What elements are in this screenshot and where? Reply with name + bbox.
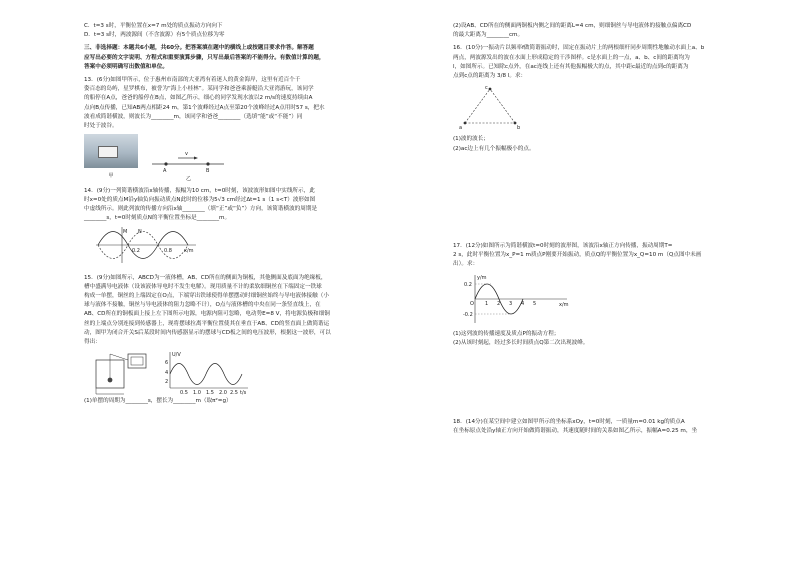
q15-y6: 6	[165, 360, 169, 367]
q17-tick: 4	[521, 301, 525, 308]
label-v: v	[185, 150, 188, 157]
section3-line3: 答案中必须明确写出数值和单位。	[84, 63, 168, 70]
q13-line5: 波看成简谐横波，则波长为________m，该同学和爸爸________（选填“能”或“不能”）同	[84, 113, 303, 120]
arrow-head-icon	[194, 156, 198, 159]
q14-wave-graph	[92, 225, 202, 265]
q16-label-a: a	[459, 125, 463, 132]
q17-y-neg: -0.2	[463, 312, 473, 319]
q14-unit: x/m	[184, 248, 194, 255]
answer-space	[453, 348, 753, 418]
q15-line1: 15．(9分)如图所示，ABCD为一液体槽，AB、CD所在的侧面为铜板，其他侧面及底面为绝缘板，	[84, 274, 327, 281]
q15-tick: 1.5	[206, 390, 214, 397]
q16-label-c: c	[485, 85, 488, 92]
q13-line3: 的船停在A点，爸爸的船停在B点，如图乙所示，细心的同学发现水波以2 m/s的速度持续由A	[84, 95, 313, 102]
q15-line5: AB、CD所在的铜板面上接上左下图所示电源，电源内阻可忽略，电动势E=8 V，将电源负极和细铜	[84, 311, 330, 318]
q15-axis-u: U/V	[172, 352, 181, 359]
q15-tick: 2.0	[219, 390, 227, 397]
edge-bc	[490, 89, 515, 123]
q17-y-pos: 0.2	[464, 282, 472, 289]
q14-line1: 14．(9分)一列简谐横波沿x轴传播，振幅为10 cm，t=0时刻，该波波形如图中实线所示，此	[84, 187, 315, 194]
q17-line1: 17．(12分)如图所示为简谐横波t=0时刻的波形图，该波沿x轴正方向传播，振动周期T=	[453, 242, 673, 249]
q14-label-n: N	[138, 229, 142, 236]
point-b-dot	[206, 162, 209, 165]
boat-photo	[84, 134, 138, 168]
q15-line8: 得出：	[84, 339, 101, 346]
q17-tick: 2	[497, 301, 501, 308]
q17-sub1: (1)这列波的传播速度及质点P的振动方程；	[453, 330, 560, 337]
q16-sub2: (2)ac边上有几个振幅极小的点。	[453, 145, 535, 152]
q13-photo-figure	[84, 134, 138, 181]
q18-line1: 18．(14分)在某空间中建立如图甲所示的坐标系xOy，t=0时刻，一质量m=0.01 kg的质点A	[453, 419, 685, 426]
q15-tick: 2.5	[230, 390, 238, 397]
right-column	[453, 22, 753, 436]
q14-tick-08: 0.8	[164, 248, 172, 255]
q15-voltage-graph	[160, 350, 250, 396]
q13-line6: 时处于波谷。	[84, 123, 118, 130]
sensor-box	[128, 354, 146, 368]
q15-sub2-line2: 的最大距离为________cm。	[453, 32, 524, 39]
q15-line4: 球与液体不接触，铜丝与导电液体的阻力忽略不计），O点与液体槽的中央在同一条竖直线上，在	[84, 302, 321, 309]
q16-line1: 16．(10分)一振动片以频率f做简谐振动时，固定在振动片上的两根细杆同步周期性地触动水面上a、b	[453, 45, 705, 52]
q15-line7: 动，图甲为闭合开关S后某段时间内传感器显示的摆球与CD板之间的电压波形，根据这一波形，可以	[84, 329, 331, 336]
point-c-dot	[489, 88, 492, 91]
q16-label-b: b	[517, 125, 521, 132]
q17-origin: O	[470, 301, 474, 308]
q14-tick-02: 0.2	[132, 248, 140, 255]
q13-line4: 点向B点传播，已知AB两点相距24 m，第1个波峰经过A点至第20个波峰经过A点用时57 s，把水	[84, 104, 325, 111]
q15-line3: 构成一单摆，铜丝的上端固定在O点，下端穿出铁球使得单摆摆动时细铜丝始终与导电液体接触（小	[84, 293, 329, 300]
q15-y4: 4	[165, 370, 169, 377]
q14-line4: ________s，t=0时刻质点N的平衡位置坐标是________m。	[84, 215, 231, 222]
edge-ac	[465, 89, 490, 123]
option-c: C．t=3 s时，平衡位置在x=7 m处的质点振动方向向下	[84, 23, 223, 29]
section3-line2: 应写出必要的文字说明、方程式和重要演算步骤，只写出最后答案的不能得分。有数值计算的题，	[84, 54, 325, 61]
q16-line2: 两点，两波源发出的波在水面上形成稳定的干涉图样。c是水面上的一点，a、b、c间的距离均为	[453, 54, 690, 61]
q15-y2: 2	[165, 379, 169, 386]
q17-tick: 1	[485, 301, 489, 308]
q15-line6: 丝的上端点分别连接到传感器上，现将摆球拉离平衡位置使其在垂直于AB、CD的竖直面上做简谐运	[84, 320, 330, 327]
sensor-screen	[131, 357, 143, 365]
q15-apparatus	[90, 350, 150, 396]
q17-axis-y: y/m	[477, 275, 487, 282]
point-a-dot	[464, 122, 467, 125]
iron-ball	[108, 378, 113, 383]
sensor-lead	[110, 354, 128, 360]
q17-axis-x: x/m	[559, 302, 569, 309]
q15-axis-t: t/s	[240, 390, 247, 397]
q14-line2: 时x=0处的质点M沿y轴负向振动质点N此时的位移为5√3 cm经过Δt=1 s（1 s<T）波形如图	[84, 196, 316, 203]
q15-voltage-wave	[170, 364, 242, 385]
q15-tick: 1.0	[193, 390, 201, 397]
q17-line3: 出）。求：	[453, 261, 479, 268]
q14-line3: 中虚线所示。则此列波的传播方向沿x轴________（填“正”或“负”）方向，该简谐横波的周期是	[84, 206, 318, 213]
q17-sub2: (2)从该时刻起，经过多长时间质点Q第二次出现波峰。	[453, 339, 589, 346]
option-d: D．t=3 s时，两波源间（不含波源）有5个质点位移为零	[84, 32, 225, 39]
q16-line4: 点到c点的距离为 3/8 l。求：	[453, 73, 527, 80]
q17-tick: 3	[509, 301, 513, 308]
q13-caption-jia: 甲	[108, 173, 114, 180]
label-b: B	[206, 167, 210, 174]
q15-figures	[90, 350, 384, 396]
q15-tick: 0.5	[180, 390, 188, 397]
point-b-dot	[514, 122, 517, 125]
label-a: A	[163, 167, 167, 174]
q16-triangle-figure	[457, 83, 527, 131]
q13-line1: 13．(6分)如图甲所示，位于惠州市南部的大亚湾有着迷人的黄金海岸，这里有近百个千	[84, 77, 301, 84]
section3-line1: 三、非选择题：本题共6小题，共60分。把答案填在题中的横线上或按题目要求作答。解答题	[84, 45, 314, 52]
answer-space	[453, 154, 753, 242]
q16-line3: l，如图所示。已知除c点外，在ac连线上还有其他振幅极大的点，其中距c最近的点到c的距离为	[453, 63, 689, 70]
q13-figures	[84, 134, 384, 181]
q13-diagram	[148, 146, 228, 182]
q13-line2: 姿百态的岛屿，星罗棋布，被誉为“海上小桂林”。某同学和爸爸乘游艇沿大亚湾游玩，该同学	[84, 86, 314, 93]
q15-line2: 槽中盛满导电液体（设该液体导电时不发生电解）。现用质量不计的柔软细铜丝在下端固定一铁球	[84, 283, 322, 290]
q15-sub1: (1)单摆的周期为________s，摆长为________m（取π²=g）	[84, 398, 232, 405]
q18-line2: 在坐标原点处沿y轴正方向开始做简谐振动，其速度随时间的关系如图乙所示，振幅A=0.25 m，坐	[453, 428, 698, 435]
point-a-dot	[164, 162, 167, 165]
q17-line2: 2 s，此时平衡位置为x_P=1 m质点P刚要开始振动，质点Q的平衡位置为x_Q=10 m（Q点图中未画	[453, 252, 702, 259]
left-column	[84, 22, 384, 406]
q13-caption-yi: 乙	[186, 175, 192, 182]
q17-tick: 5	[533, 301, 537, 308]
q14-label-m: M	[123, 229, 128, 236]
q17-wave-graph	[463, 271, 573, 325]
q16-sub1: (1)波的波长；	[453, 136, 489, 143]
q15-sub2-line1: (2)设AB、CD所在的侧面两铜板内侧之间的距离L=4 cm，则细铜丝与导电液体的接触点偏离CD	[453, 23, 692, 29]
